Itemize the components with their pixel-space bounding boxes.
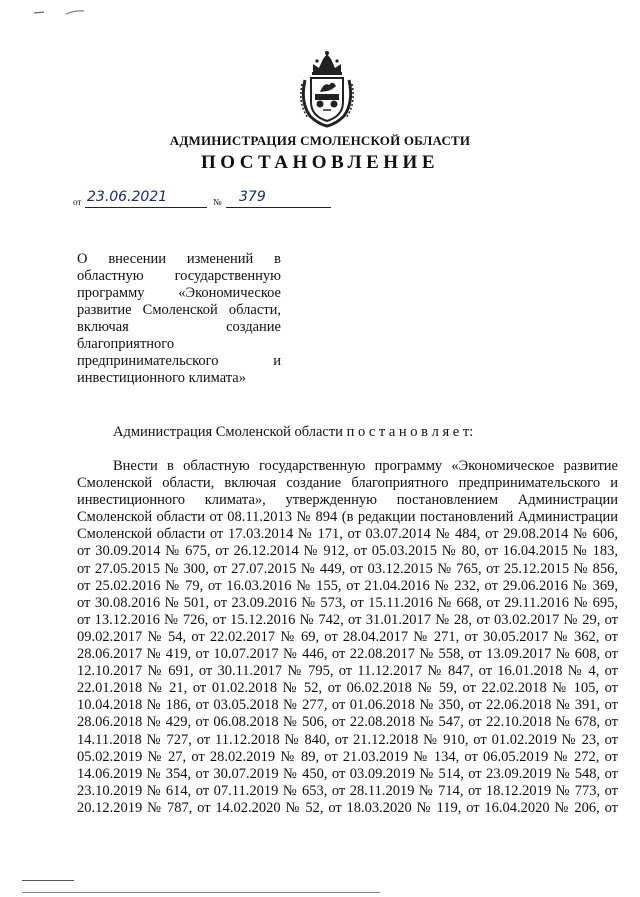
number-underline xyxy=(226,207,331,208)
body-line: Смоленской области от 08.11.2013 № 894 (в редакции постановлений Администрации xyxy=(77,509,618,526)
body-line: 28.06.2017 № 419, от 10.07.2017 № 446, от 22.08.2017 № 558, от 13.09.2017 № 608, от xyxy=(77,646,618,663)
subject-line: областную государственную xyxy=(77,268,281,284)
document-body xyxy=(77,458,618,817)
body-line: 22.01.2018 № 21, от 01.02.2018 № 52, от 06.02.2018 № 59, от 22.02.2018 № 105, от xyxy=(77,680,618,697)
body-line: 28.06.2018 № 429, от 06.08.2018 № 506, от 22.08.2018 № 547, от 22.10.2018 № 678, от xyxy=(77,714,618,731)
smolensk-coat-of-arms-icon xyxy=(296,50,358,130)
body-line: 09.02.2017 № 54, от 22.02.2017 № 69, от 28.04.2017 № 271, от 30.05.2017 № 362, от xyxy=(77,628,618,645)
body-line: Внести в областную государственную программу «Экономическое развитие xyxy=(113,458,618,474)
scan-mark xyxy=(30,6,90,18)
body-line: 14.11.2018 № 727, от 11.12.2018 № 840, от 21.12.2018 № 910, от 01.02.2019 № 23, от xyxy=(77,731,618,748)
body-line: 12.10.2017 № 691, от 30.11.2017 № 795, от 11.12.2017 № 847, от 16.01.2018 № 4, от xyxy=(77,663,618,680)
body-line: от 30.09.2014 № 675, от 26.12.2014 № 912, от 05.03.2015 № 80, от 16.04.2015 № 183, xyxy=(77,543,618,560)
body-line: Смоленской области от 17.03.2014 № 171, от 03.07.2014 № 484, от 29.08.2014 № 606, xyxy=(77,526,618,543)
date-underline xyxy=(85,207,207,208)
number-value: 379 xyxy=(239,189,266,205)
subject-line: О внесении изменений в xyxy=(77,251,281,267)
body-line: инвестиционного климата», утвержденную постановлением Администрации xyxy=(77,492,618,509)
body-line: от 25.02.2016 № 79, от 16.03.2016 № 155, от 21.04.2016 № 232, от 29.06.2016 № 369, xyxy=(77,577,618,594)
subject-line: программу «Экономическое xyxy=(77,285,281,301)
body-line: 05.02.2019 № 27, от 28.02.2019 № 89, от 21.03.2019 № 134, от 06.05.2019 № 272, от xyxy=(77,748,618,765)
document-type-title: ПОСТАНОВЛЕНИЕ xyxy=(200,152,440,173)
body-line: 14.06.2019 № 354, от 30.07.2019 № 450, от 03.09.2019 № 514, от 23.09.2019 № 548, от xyxy=(77,765,618,782)
resolution-intro: Администрация Смоленской области п о с т а н о в л я е т: xyxy=(113,424,474,440)
body-line: 10.04.2018 № 186, от 03.05.2018 № 277, от 01.06.2018 № 350, от 22.06.2018 № 391, от xyxy=(77,697,618,714)
body-line: 20.12.2019 № 787, от 14.02.2020 № 52, от 18.03.2020 № 119, от 16.04.2020 № 206, от xyxy=(77,799,618,816)
organization-title: АДМИНИСТРАЦИЯ СМОЛЕНСКОЙ ОБЛАСТИ xyxy=(169,133,471,148)
footer-rule-long xyxy=(22,892,380,893)
subject-line: инвестиционного климата» xyxy=(77,370,246,386)
date-number-row xyxy=(73,189,333,211)
body-line: от 13.12.2016 № 726, от 15.12.2016 № 742, от 31.01.2017 № 28, от 03.02.2017 № 29, от xyxy=(77,611,618,628)
body-line: от 27.05.2015 № 300, от 27.07.2015 № 449, от 03.12.2015 № 765, от 25.12.2015 № 856, xyxy=(77,560,618,577)
subject-line: включая создание xyxy=(77,319,281,335)
subject-line: благоприятного xyxy=(77,336,175,352)
body-line: 23.10.2019 № 614, от 07.11.2019 № 653, от 28.11.2019 № 714, от 18.12.2019 № 773, от xyxy=(77,782,618,799)
body-line: от 30.08.2016 № 501, от 23.09.2016 № 573, от 15.11.2016 № 668, от 29.11.2016 № 695, xyxy=(77,594,618,611)
footer-rule-short xyxy=(22,880,74,881)
subject-line: предпринимательского и xyxy=(77,353,281,369)
document-subject xyxy=(77,251,281,387)
body-line: Смоленской области, включая создание благоприятного предпринимательского и xyxy=(77,475,618,492)
subject-line: развитие Смоленской области, xyxy=(77,302,281,318)
number-label: № xyxy=(213,197,222,207)
date-label: от xyxy=(73,197,82,207)
date-value: 23.06.2021 xyxy=(87,189,168,205)
